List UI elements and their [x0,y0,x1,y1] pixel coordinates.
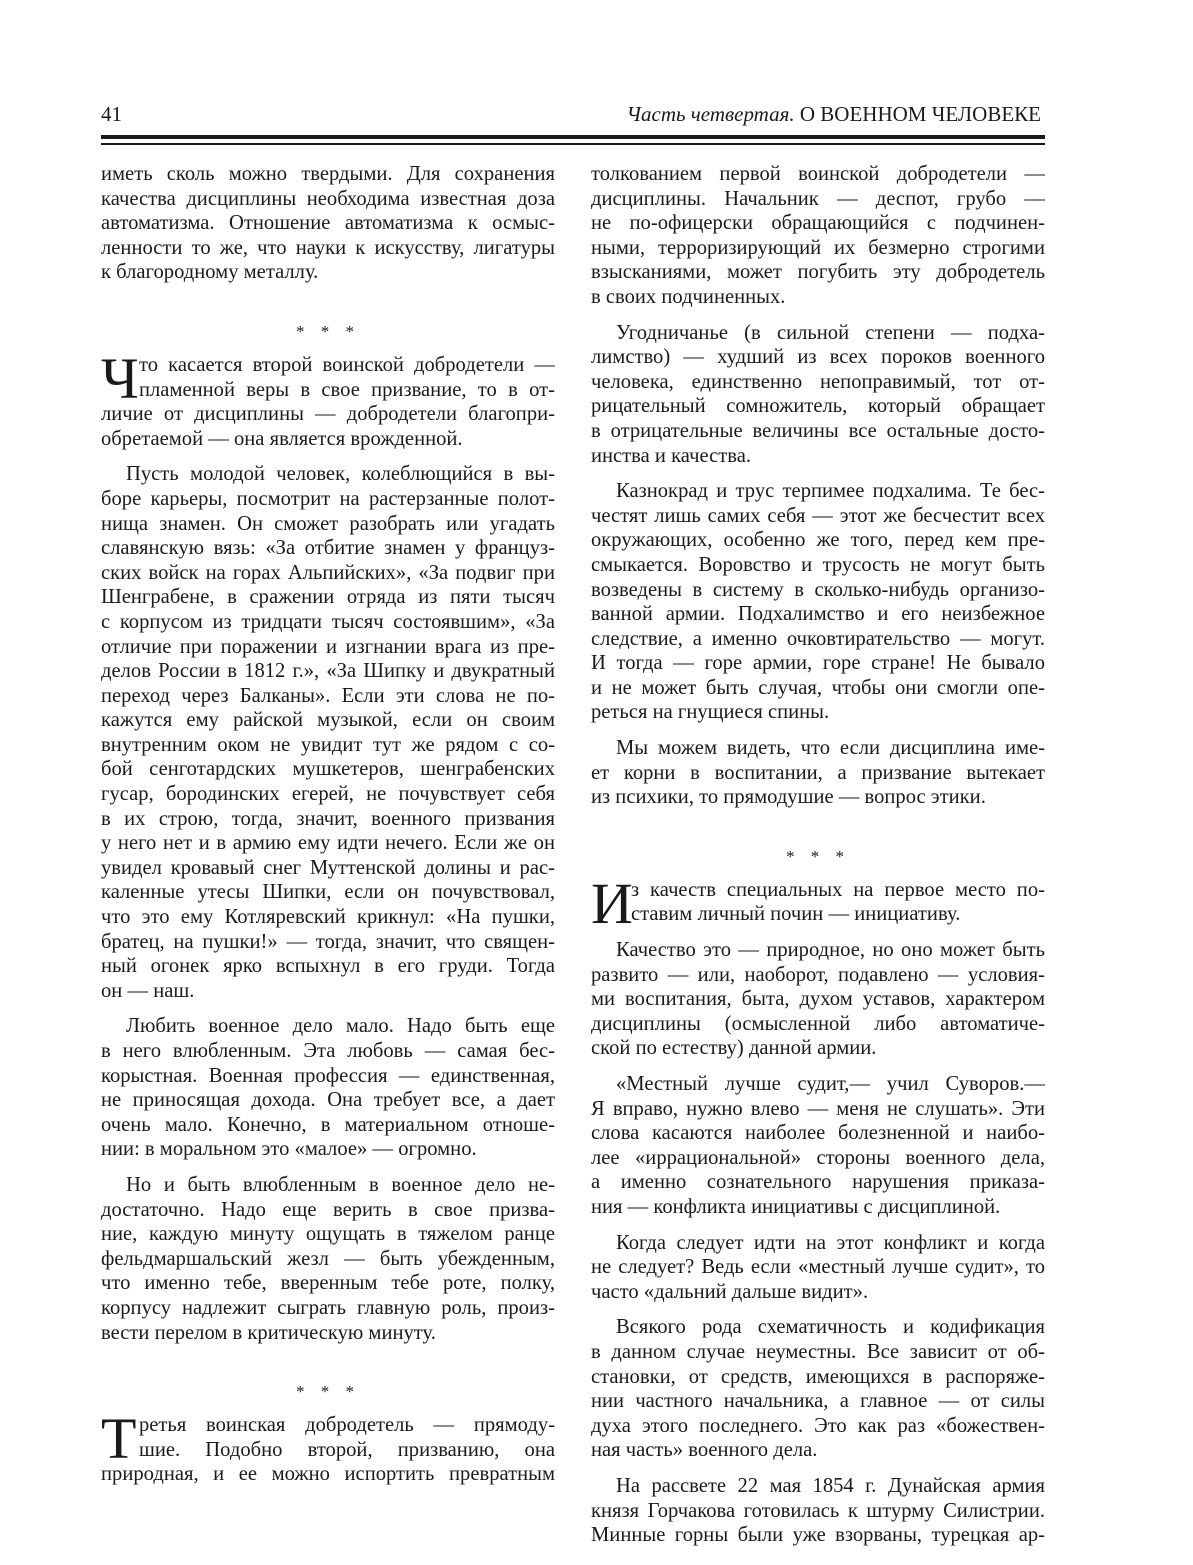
text-line: дисциплины. Начальник — деспот, грубо — [591,187,1045,210]
paragraph [591,1315,1045,1463]
text-line: качества дисциплины необходима известная доза [101,187,555,210]
text-line: гусар, бородинских егерей, не почувствует себя [101,783,555,806]
paragraph [591,736,1045,810]
paragraph [591,479,1045,725]
text-line: братец, на пушки!» — тогда, значит, что священ- [101,930,555,953]
page-number: 41 [101,102,122,126]
text-line: в своих подчиненных. [591,285,786,308]
paragraph [591,162,1045,310]
text-line: Угодничанье (в сильной степени — подха- [616,321,1045,344]
text-line: славянскую вязь: «За отбитие знамен у француз- [101,537,555,560]
text-line: не следует? Ведь если «местный лучше судит», то [591,1256,1045,1279]
paragraph [101,1173,555,1345]
text-line: а именно сознательного нарушения приказа- [591,1171,1045,1194]
text-line: то касается второй воинской добродетели — [139,353,555,376]
text-line: дисциплины (осмысленной либо автоматиче- [591,1012,1045,1035]
text-line: лее «иррациональной» стороны военного дела, [591,1146,1045,1169]
text-line: ми воспитания, быта, духом уставов, характером [591,988,1045,1011]
text-line: следствие, а именно очковтирательство — могут. [591,627,1045,650]
text-line: инства и качества. [591,444,751,467]
text-line: личие от дисциплины — добродетели благопри- [101,403,555,426]
text-line: нии: в моральном это «малое» — огромно. [101,1138,477,1161]
text-line: ный огонек ярко вспыхнул в его груди. Тогда [101,955,555,978]
text-line: отличие при поражении и изгнании врага из пре- [101,635,555,658]
text-line: пламенной веры в свое призвание, то в от- [139,378,555,401]
text-line: Я вправо, нужно влево — меня не слушать». Эти [591,1097,1045,1120]
text-line: делов России в 1812 г.», «За Шипку и двукратный [101,660,555,683]
text-line: ской по естеству) данной армии. [591,1037,877,1060]
text-line: увидел кровавый снег Муттенской долины и рас- [101,856,555,879]
paragraph [101,162,555,285]
text-line: автоматизма. Отношение автоматизма к осмыс- [101,212,555,235]
text-line: реться на гнущиеся спины. [591,701,830,724]
text-line: князя Горчакова готовилась к штурму Силистрии. [591,1499,1045,1522]
text-line: Когда следует идти на этот конфликт и когда [616,1231,1045,1254]
paragraph [101,462,555,1003]
text-line: ние, каждую минуту ощущать в тяжелом ранце [101,1223,555,1246]
page-header [101,98,1041,128]
text-line: очень мало. Конечно, в материальном отноше- [101,1113,555,1136]
text-line: нии частного начальника, а главное — от силы [591,1390,1045,1413]
left-column [101,162,555,1487]
text-line: достаточно. Надо еще верить в свое призва- [101,1198,555,1221]
text-line: иметь сколь можно твердыми. Для сохранения [101,163,555,185]
text-line: лимство) — худший из всех пороков военного [591,346,1045,369]
text-line: шие. Подобно второй, призванию, она [139,1438,555,1461]
text-line: нища знамен. Он сможет разобрать или угадать [101,512,555,535]
text-line: в отрицательные величины все остальные досто- [591,419,1045,442]
drop-cap: И [591,870,633,936]
drop-cap: Т [101,1406,137,1472]
text-line: кажутся ему райской музыкой, если он своим [101,709,555,732]
text-line: Минные горны были уже взорваны, турецкая ар- [591,1524,1045,1547]
paragraph [591,1231,1045,1305]
text-line: боре карьеры, посмотрит на растерзанные полот- [101,487,555,510]
text-line: возведены в систему в сколько-нибудь организо- [591,578,1045,601]
paragraph [591,1072,1045,1220]
text-line: взысканиями, может погубить эту добродетель [591,261,1045,284]
text-line: Но и быть влюбленным в военное дело не- [126,1173,555,1196]
text-line: что именно тебе, вверенным тебе роте, полку, [101,1272,555,1295]
text-line: ванной армии. Подхалимство и его неизбежное [591,603,1045,626]
text-line: что это ему Котляревский крикнул: «На пушки, [101,906,555,929]
text-line: к благородному металлу. [101,261,319,284]
text-line: в него влюбленным. Эта любовь — самая бес- [101,1040,555,1062]
header-rule-thin [101,143,1045,145]
text-line: слова касаются наиболее болезненной и наибо- [591,1122,1045,1145]
text-line: и не может быть случая, чтобы они смогли опе- [591,676,1045,699]
paragraph [101,345,555,451]
text-line: з качеств специальных на первое место по- [631,878,1045,901]
text-line: ными, терроризирующий их безмерно строгими [591,236,1045,259]
paragraph [591,870,1045,936]
text-line: человека, единственно непоправимый, тот от- [591,370,1045,393]
text-line: ских войск на горах Альпийских», «За подвиг при [101,561,555,584]
text-line: «Местный лучше судит,— учил Суворов.— [616,1073,1045,1095]
text-line: фельдмаршальский жезл — быть убежденным, [101,1247,555,1270]
text-line: он — наш. [101,979,195,1002]
paragraph [591,938,1045,1061]
header-rule-thick [101,135,1045,139]
text-line: корыстная. Военная профессия — единственная, [101,1064,555,1087]
text-line: толкованием первой воинской добродетели — [591,163,1045,185]
text-line: вести перелом в критическую минуту. [101,1321,436,1344]
paragraph [591,1474,1045,1548]
text-line: Шенграбене, в сражении отряда из пяти тысяч [101,586,555,609]
text-line: Казнокрад и трус терпимее подхалима. Те бес- [616,480,1045,503]
text-line: ставим личный почин — инициативу. [631,903,961,926]
text-line: природная, и ее можно испортить превратным [101,1463,555,1486]
text-line: не приносящая дохода. Она требует все, а дает [101,1089,555,1112]
text-line: внутренним оком не увидит тут же рядом с со- [101,733,555,756]
text-line: обретаемой — она является врожденной. [101,427,463,450]
text-line: в их строю, тогда, значит, военного призвания [101,807,555,830]
text-line: окружающих, особенно же того, перед кем пре- [591,529,1045,552]
text-line: каленные утесы Шипки, если он почувствовал, [101,881,555,904]
text-line: становки, от средств, имеющихся в распоряже- [591,1365,1045,1388]
text-line: часто «дальний дальше видит». [591,1280,869,1303]
drop-cap: Ч [101,345,139,411]
text-line: Мы можем видеть, что если дисциплина име- [616,737,1045,760]
text-line: На рассвете 22 мая 1854 г. Дунайская армия [616,1474,1045,1497]
running-title-chapter: О ВОЕННОМ ЧЕЛОВЕКЕ [794,102,1041,126]
section-separator: * * * [296,321,360,341]
text-line: Всякого рода схематичность и кодификация [616,1316,1045,1339]
text-line: в данном случае неуместны. Все зависит от об- [591,1340,1045,1363]
text-line: переход через Балканы». Если эти слова не по- [101,684,555,707]
text-line: у него нет и в армию ему идти нечего. Если же он [101,832,555,855]
text-line: смыкается. Воровство и трусость не могут быть [591,553,1045,576]
text-line: ет корни в воспитании, а призвание вытекает [591,761,1045,784]
running-title-part: Часть четвертая. [626,102,795,126]
text-line: ретья воинская добродетель — прямоду- [139,1414,555,1437]
running-title [627,102,1041,127]
text-line: с корпусом из тридцати тысяч состоявшим», «За [101,610,555,633]
section-separator: * * * [296,1382,360,1402]
text-line: не по-офицерски обращающийся с подчинен- [591,212,1045,235]
paragraph [101,1406,555,1487]
text-line: Пусть молодой человек, колеблющийся в вы- [126,463,555,486]
paragraph [101,1014,555,1162]
paragraph [591,321,1045,469]
text-line: бой сенготардских мушкетеров, шенграбенских [101,758,555,781]
text-line: честят лишь самих себя — этот же бесчестит всех [591,504,1045,527]
text-line: ленности то же, что науки к искусству, лигатуры [101,236,555,259]
text-line: духа этого последнего. Это как раз «божествен- [591,1414,1045,1437]
right-column [591,162,1045,1548]
text-line: Качество это — природное, но оно может быть [616,939,1045,962]
text-line: корпусу надлежит сыграть главную роль, произ- [101,1296,555,1319]
text-line: ния — конфликта инициативы с дисциплиной. [591,1195,1001,1218]
text-line: ная часть» военного дела. [591,1439,818,1462]
text-line: из психики, то прямодушие — вопрос этики. [591,786,986,809]
section-separator: * * * [786,846,850,866]
text-line: развито — или, наоборот, подавлено — условия- [591,963,1045,986]
text-line: И тогда — горе армии, горе стране! Не бывало [591,652,1045,675]
text-line: Любить военное дело мало. Надо быть еще [126,1015,555,1038]
text-line: рицательный сомножитель, который обращает [591,395,1045,418]
